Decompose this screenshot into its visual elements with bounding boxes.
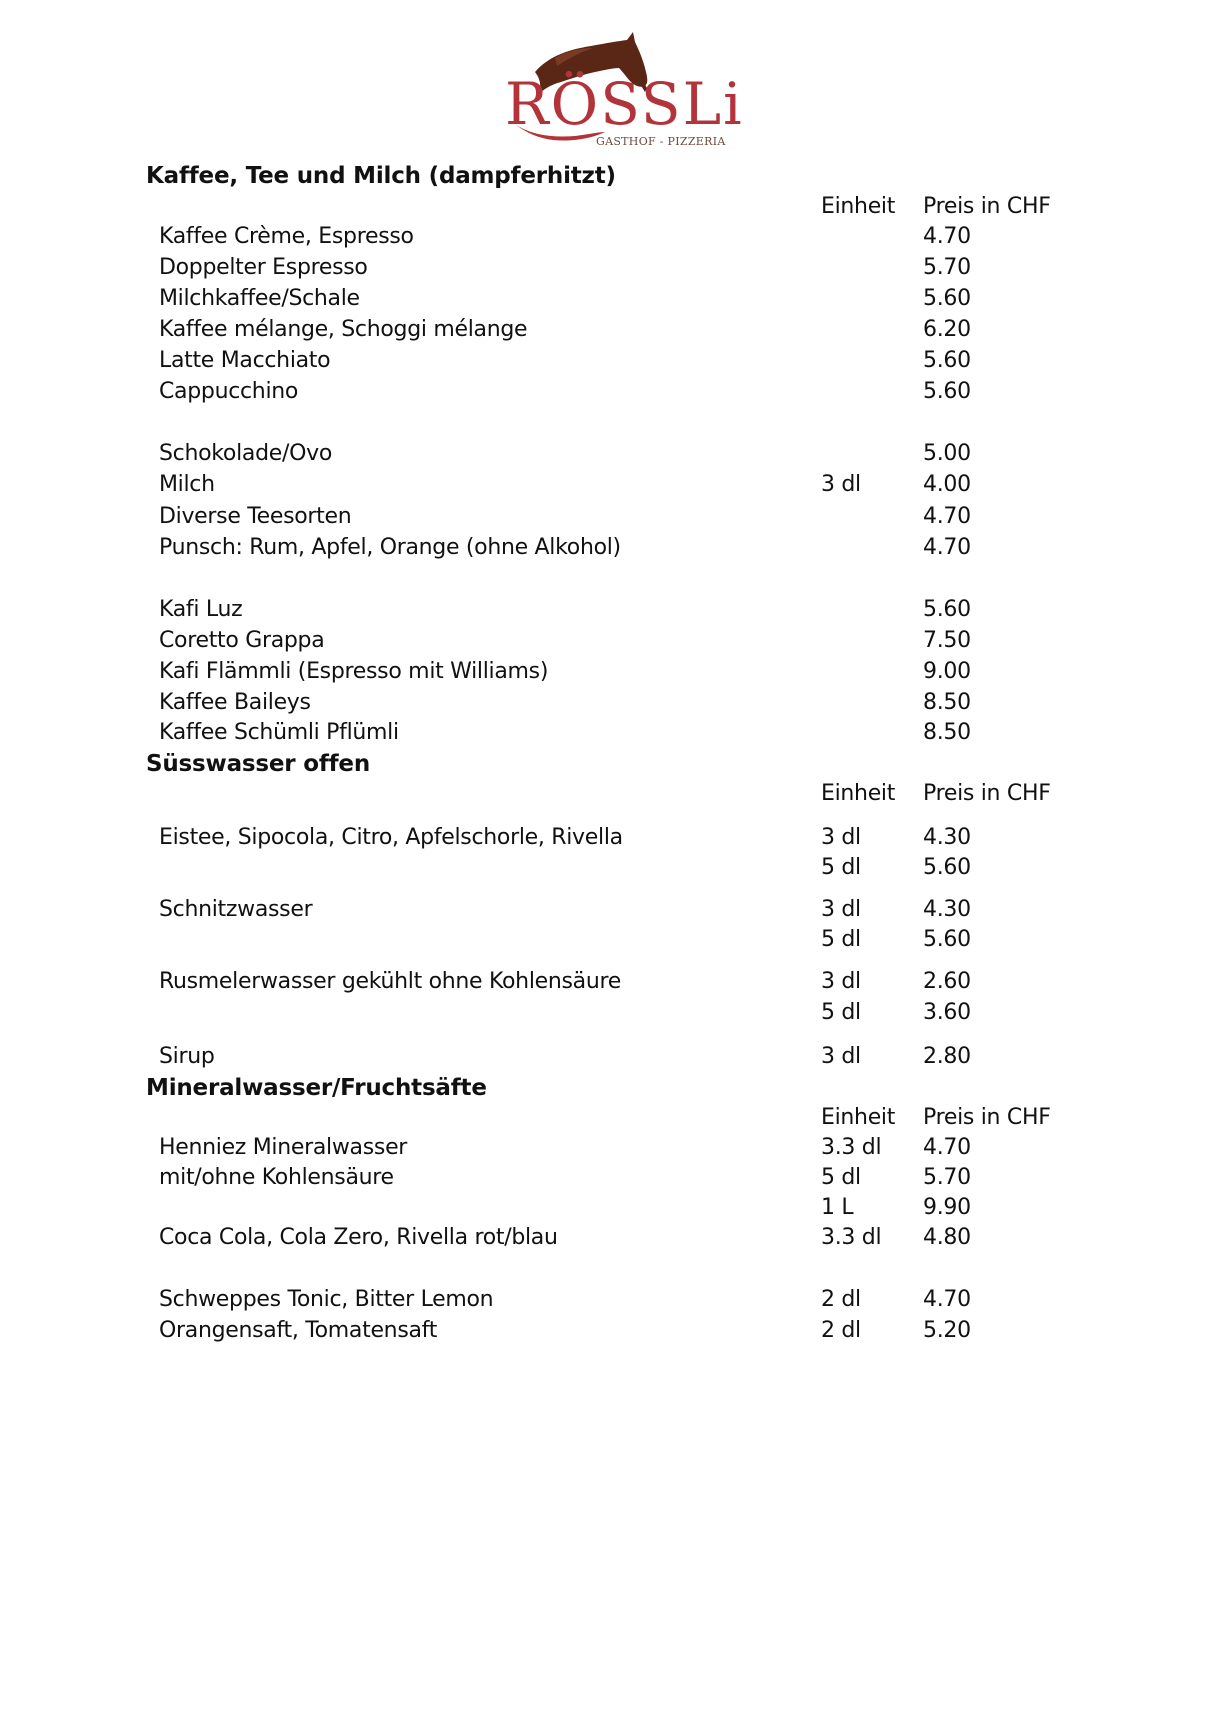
menu-item bbox=[0, 895, 1222, 925]
menu-item bbox=[0, 377, 1222, 407]
column-header-unit: Einheit bbox=[821, 1105, 896, 1130]
item-price: 4.70 bbox=[923, 1287, 971, 1312]
menu-item bbox=[0, 284, 1222, 314]
item-price: 5.60 bbox=[923, 286, 971, 311]
menu-item bbox=[0, 439, 1222, 469]
column-header-price: Preis in CHF bbox=[923, 781, 1051, 806]
item-price: 4.30 bbox=[923, 897, 971, 922]
item-name: Schnitzwasser bbox=[159, 897, 313, 922]
item-name: Latte Macchiato bbox=[159, 348, 331, 373]
item-unit: 3 dl bbox=[821, 897, 861, 922]
item-unit: 3.3 dl bbox=[821, 1135, 882, 1160]
item-unit: 1 L bbox=[821, 1195, 854, 1220]
item-name: Eistee, Sipocola, Citro, Apfelschorle, Rivella bbox=[159, 825, 623, 850]
item-name: Milchkaffee/Schale bbox=[159, 286, 360, 311]
menu-item bbox=[0, 688, 1222, 718]
item-price: 5.60 bbox=[923, 927, 971, 952]
section-heading-kaffee: Kaffee, Tee und Milch (dampferhitzt) bbox=[146, 163, 616, 189]
item-unit: 3 dl bbox=[821, 472, 861, 497]
item-price: 4.70 bbox=[923, 504, 971, 529]
item-price: 2.60 bbox=[923, 969, 971, 994]
item-unit: 3 dl bbox=[821, 969, 861, 994]
item-price: 2.80 bbox=[923, 1044, 971, 1069]
item-price: 6.20 bbox=[923, 317, 971, 342]
menu-item bbox=[0, 502, 1222, 532]
item-name: Diverse Teesorten bbox=[159, 504, 352, 529]
column-header-row bbox=[0, 779, 1222, 809]
menu-item bbox=[0, 1285, 1222, 1315]
menu-item bbox=[0, 470, 1222, 500]
item-name: Schweppes Tonic, Bitter Lemon bbox=[159, 1287, 494, 1312]
section-heading-mineralwasser: Mineralwasser/Fruchtsäfte bbox=[146, 1075, 487, 1101]
menu-item bbox=[0, 925, 1222, 955]
item-price: 4.70 bbox=[923, 224, 971, 249]
item-price: 5.60 bbox=[923, 597, 971, 622]
column-header-row bbox=[0, 1103, 1222, 1133]
item-name: Doppelter Espresso bbox=[159, 255, 368, 280]
menu-item bbox=[0, 626, 1222, 656]
item-unit: 2 dl bbox=[821, 1318, 861, 1343]
item-price: 5.60 bbox=[923, 855, 971, 880]
item-name: Punsch: Rum, Apfel, Orange (ohne Alkohol) bbox=[159, 535, 621, 560]
menu-item bbox=[0, 1193, 1222, 1223]
item-name: Schokolade/Ovo bbox=[159, 441, 332, 466]
item-price: 4.70 bbox=[923, 535, 971, 560]
item-price: 5.00 bbox=[923, 441, 971, 466]
item-name: Cappucchino bbox=[159, 379, 299, 404]
item-name: Kaffee mélange, Schoggi mélange bbox=[159, 317, 528, 342]
item-price: 4.80 bbox=[923, 1225, 971, 1250]
menu-item bbox=[0, 222, 1222, 252]
item-price: 9.00 bbox=[923, 659, 971, 684]
menu-item bbox=[0, 595, 1222, 625]
section-heading-suesswasser: Süsswasser offen bbox=[146, 751, 371, 777]
item-unit: 2 dl bbox=[821, 1287, 861, 1312]
logo-wordmark: RÖSSLi bbox=[505, 70, 744, 138]
menu-item bbox=[0, 346, 1222, 376]
restaurant-logo bbox=[495, 28, 744, 156]
item-unit: 5 dl bbox=[821, 1165, 861, 1190]
column-header-price: Preis in CHF bbox=[923, 194, 1051, 219]
item-name: Kaffee Schümli Pflümli bbox=[159, 720, 399, 745]
menu-item bbox=[0, 998, 1222, 1028]
item-unit: 5 dl bbox=[821, 927, 861, 952]
item-name: mit/ohne Kohlensäure bbox=[159, 1165, 394, 1190]
menu-item bbox=[0, 315, 1222, 345]
item-price: 5.70 bbox=[923, 255, 971, 280]
menu-item bbox=[0, 853, 1222, 883]
item-unit: 3 dl bbox=[821, 1044, 861, 1069]
item-price: 4.70 bbox=[923, 1135, 971, 1160]
menu-item bbox=[0, 657, 1222, 687]
item-price: 5.70 bbox=[923, 1165, 971, 1190]
item-unit: 5 dl bbox=[821, 855, 861, 880]
item-price: 4.00 bbox=[923, 472, 971, 497]
item-price: 8.50 bbox=[923, 690, 971, 715]
item-name: Kafi Flämmli (Espresso mit Williams) bbox=[159, 659, 549, 684]
item-name: Orangensaft, Tomatensaft bbox=[159, 1318, 438, 1343]
item-price: 8.50 bbox=[923, 720, 971, 745]
menu-item bbox=[0, 1042, 1222, 1072]
item-unit: 5 dl bbox=[821, 1000, 861, 1025]
item-name: Coretto Grappa bbox=[159, 628, 325, 653]
item-name: Milch bbox=[159, 472, 215, 497]
item-unit: 3.3 dl bbox=[821, 1225, 882, 1250]
menu-item bbox=[0, 1316, 1222, 1346]
column-header-price: Preis in CHF bbox=[923, 1105, 1051, 1130]
menu-item bbox=[0, 1163, 1222, 1193]
menu-item bbox=[0, 533, 1222, 563]
column-header-unit: Einheit bbox=[821, 194, 896, 219]
item-price: 5.60 bbox=[923, 348, 971, 373]
menu-item bbox=[0, 967, 1222, 997]
item-price: 5.60 bbox=[923, 379, 971, 404]
column-header-row bbox=[0, 192, 1222, 222]
menu-item bbox=[0, 1133, 1222, 1163]
item-price: 5.20 bbox=[923, 1318, 971, 1343]
item-name: Henniez Mineralwasser bbox=[159, 1135, 408, 1160]
item-unit: 3 dl bbox=[821, 825, 861, 850]
item-name: Rusmelerwasser gekühlt ohne Kohlensäure bbox=[159, 969, 621, 994]
menu-item bbox=[0, 823, 1222, 853]
item-price: 9.90 bbox=[923, 1195, 971, 1220]
item-price: 3.60 bbox=[923, 1000, 971, 1025]
item-name: Kaffee Baileys bbox=[159, 690, 311, 715]
item-price: 4.30 bbox=[923, 825, 971, 850]
item-name: Sirup bbox=[159, 1044, 215, 1069]
item-price: 7.50 bbox=[923, 628, 971, 653]
logo-subtitle: GASTHOF - PIZZERIA bbox=[596, 135, 726, 148]
item-name: Kafi Luz bbox=[159, 597, 243, 622]
menu-item bbox=[0, 718, 1222, 748]
item-name: Kaffee Crème, Espresso bbox=[159, 224, 414, 249]
column-header-unit: Einheit bbox=[821, 781, 896, 806]
menu-item bbox=[0, 1223, 1222, 1253]
menu-item bbox=[0, 253, 1222, 283]
item-name: Coca Cola, Cola Zero, Rivella rot/blau bbox=[159, 1225, 558, 1250]
